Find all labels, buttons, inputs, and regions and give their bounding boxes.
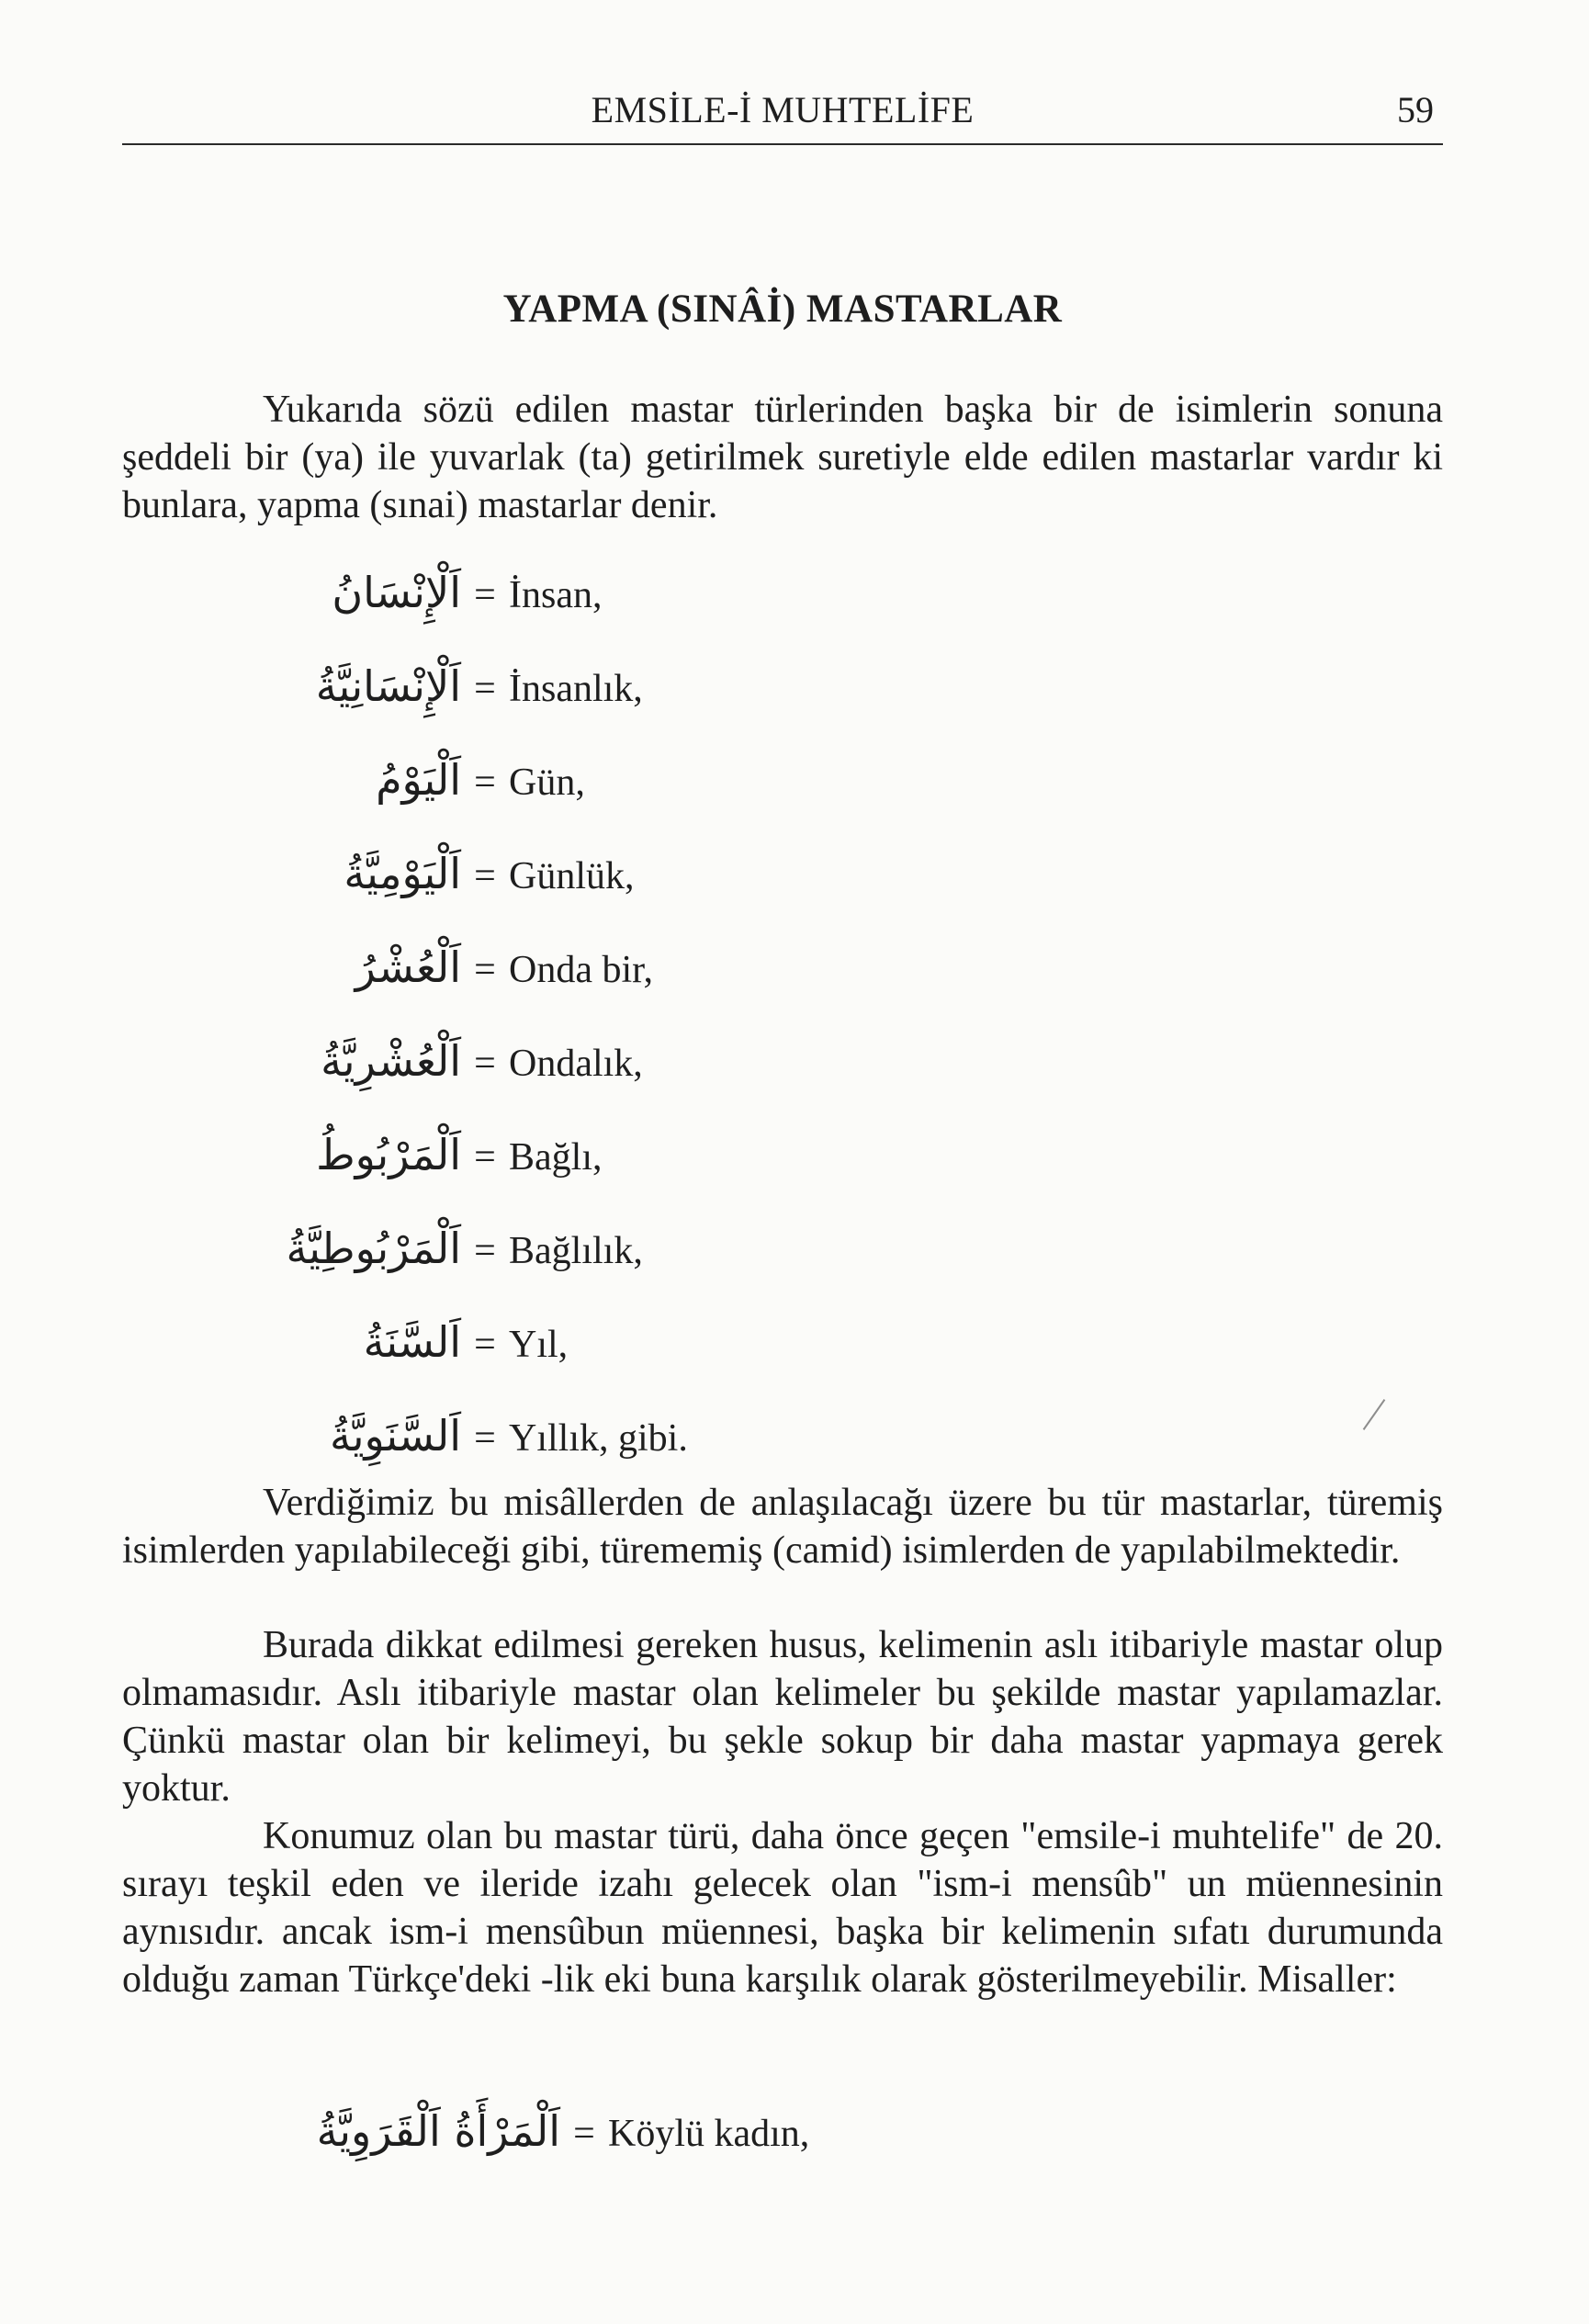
arabic-word: اَلْعُشْرُ (355, 942, 461, 992)
arabic-word: اَلْعُشْرِيَّةُ (321, 1036, 461, 1086)
equals-sign: = (474, 855, 496, 897)
page-number: 59 (1397, 89, 1434, 130)
running-title: EMSİLE-İ MUHTELİFE (591, 89, 975, 130)
paragraph-explanation: Verdiğimiz bu misâllerden de anlaşılacağı üzere bu tür mastarlar, türemiş isimlerden yapılabileceği gibi, türememiş (camid) isimlerden de yapılabilmektedir. (122, 1482, 1443, 1572)
turkish-meaning: Onda bir, (509, 949, 653, 991)
example-row (276, 1127, 1102, 1221)
example-row (276, 565, 1102, 659)
equals-sign: = (474, 1230, 496, 1272)
arabic-word: اَلْإِنْسَانُ (332, 568, 461, 617)
arabic-phrase: اَلْمَرْأَةُ اَلْقَرَوِيَّةُ (316, 2106, 560, 2156)
equals-sign: = (573, 2113, 595, 2155)
arabic-word: اَلْمَرْبُوطُ (316, 1130, 461, 1179)
turkish-meaning: Bağlılık, (509, 1230, 643, 1272)
example-row (276, 846, 1102, 940)
example-row (276, 659, 1102, 752)
equals-sign: = (474, 949, 496, 991)
example-row-final (276, 2104, 809, 2159)
stray-pen-mark (1363, 1399, 1386, 1430)
turkish-meaning: İnsanlık, (509, 668, 643, 710)
arabic-word: اَلْيَوْمِيَّةُ (344, 849, 461, 898)
arabic-word: اَلْمَرْبُوطِيَّةُ (286, 1224, 461, 1273)
turkish-meaning: Ondalık, (509, 1043, 643, 1085)
turkish-meaning: Bağlı, (509, 1136, 603, 1179)
turkish-meaning: Yıllık, gibi. (509, 1417, 688, 1460)
paragraph-intro: Yukarıda sözü edilen mastar türlerinden başka bir de isimlerin sonuna şeddeli bir (ya) ile yuvarlak (ta) getirilmek suretiyle elde edilen mastarlar vardır ki bunlara, yapma (sınai) mastarlar denir. (122, 389, 1443, 526)
turkish-meaning: Günlük, (509, 855, 635, 897)
turkish-meaning: İnsan, (509, 574, 603, 616)
example-list (276, 565, 1102, 1502)
turkish-meaning: Gün, (509, 762, 585, 804)
equals-sign: = (474, 1417, 496, 1460)
arabic-word: اَلْيَوْمُ (376, 755, 461, 805)
example-row (276, 1033, 1102, 1127)
paragraph-caution: Burada dikkat edilmesi gereken husus, kelimenin aslı itibariyle mastar olup olmamasıdır. Aslı itibariyle mastar olan kelimeler bu şekilde mastar yapılamazlar. Çünkü mastar olan bir kelimeyi, bu şekle sokup bir daha mastar yapmaya gerek yoktur. (122, 1624, 1443, 1810)
example-row (276, 752, 1102, 846)
equals-sign: = (474, 1043, 496, 1085)
arabic-word: اَلْإِنْسَانِيَّةُ (315, 661, 461, 711)
equals-sign: = (474, 574, 496, 616)
page-header (122, 88, 1443, 145)
turkish-meaning: Yıl, (509, 1324, 569, 1366)
arabic-word: اَلسَّنَةُ (363, 1317, 461, 1367)
paragraph-topic: Konumuz olan bu mastar türü, daha önce geçen "emsile-i muhtelife" de 20. sırayı teşkil eden ve ileride izahı gelecek olan "ism-i mensûb" un müennesinin aynısıdır. ancak ism-i mensûbun müennesi, başka bir kelimenin sıfatı durumunda olduğu zaman Türkçe'deki -lik eki buna karşılık olarak gösterilmeyebilir. Misaller: (122, 1815, 1443, 2001)
section-title: YAPMA (SINÂİ) MASTARLAR (502, 288, 1063, 331)
example-row (276, 940, 1102, 1033)
example-row (276, 1221, 1102, 1314)
equals-sign: = (474, 1136, 496, 1179)
example-row (276, 1314, 1102, 1408)
turkish-meaning: Köylü kadın, (608, 2113, 810, 2155)
equals-sign: = (474, 762, 496, 804)
arabic-word: اَلسَّنَوِيَّةُ (330, 1411, 461, 1461)
equals-sign: = (474, 668, 496, 710)
equals-sign: = (474, 1324, 496, 1366)
